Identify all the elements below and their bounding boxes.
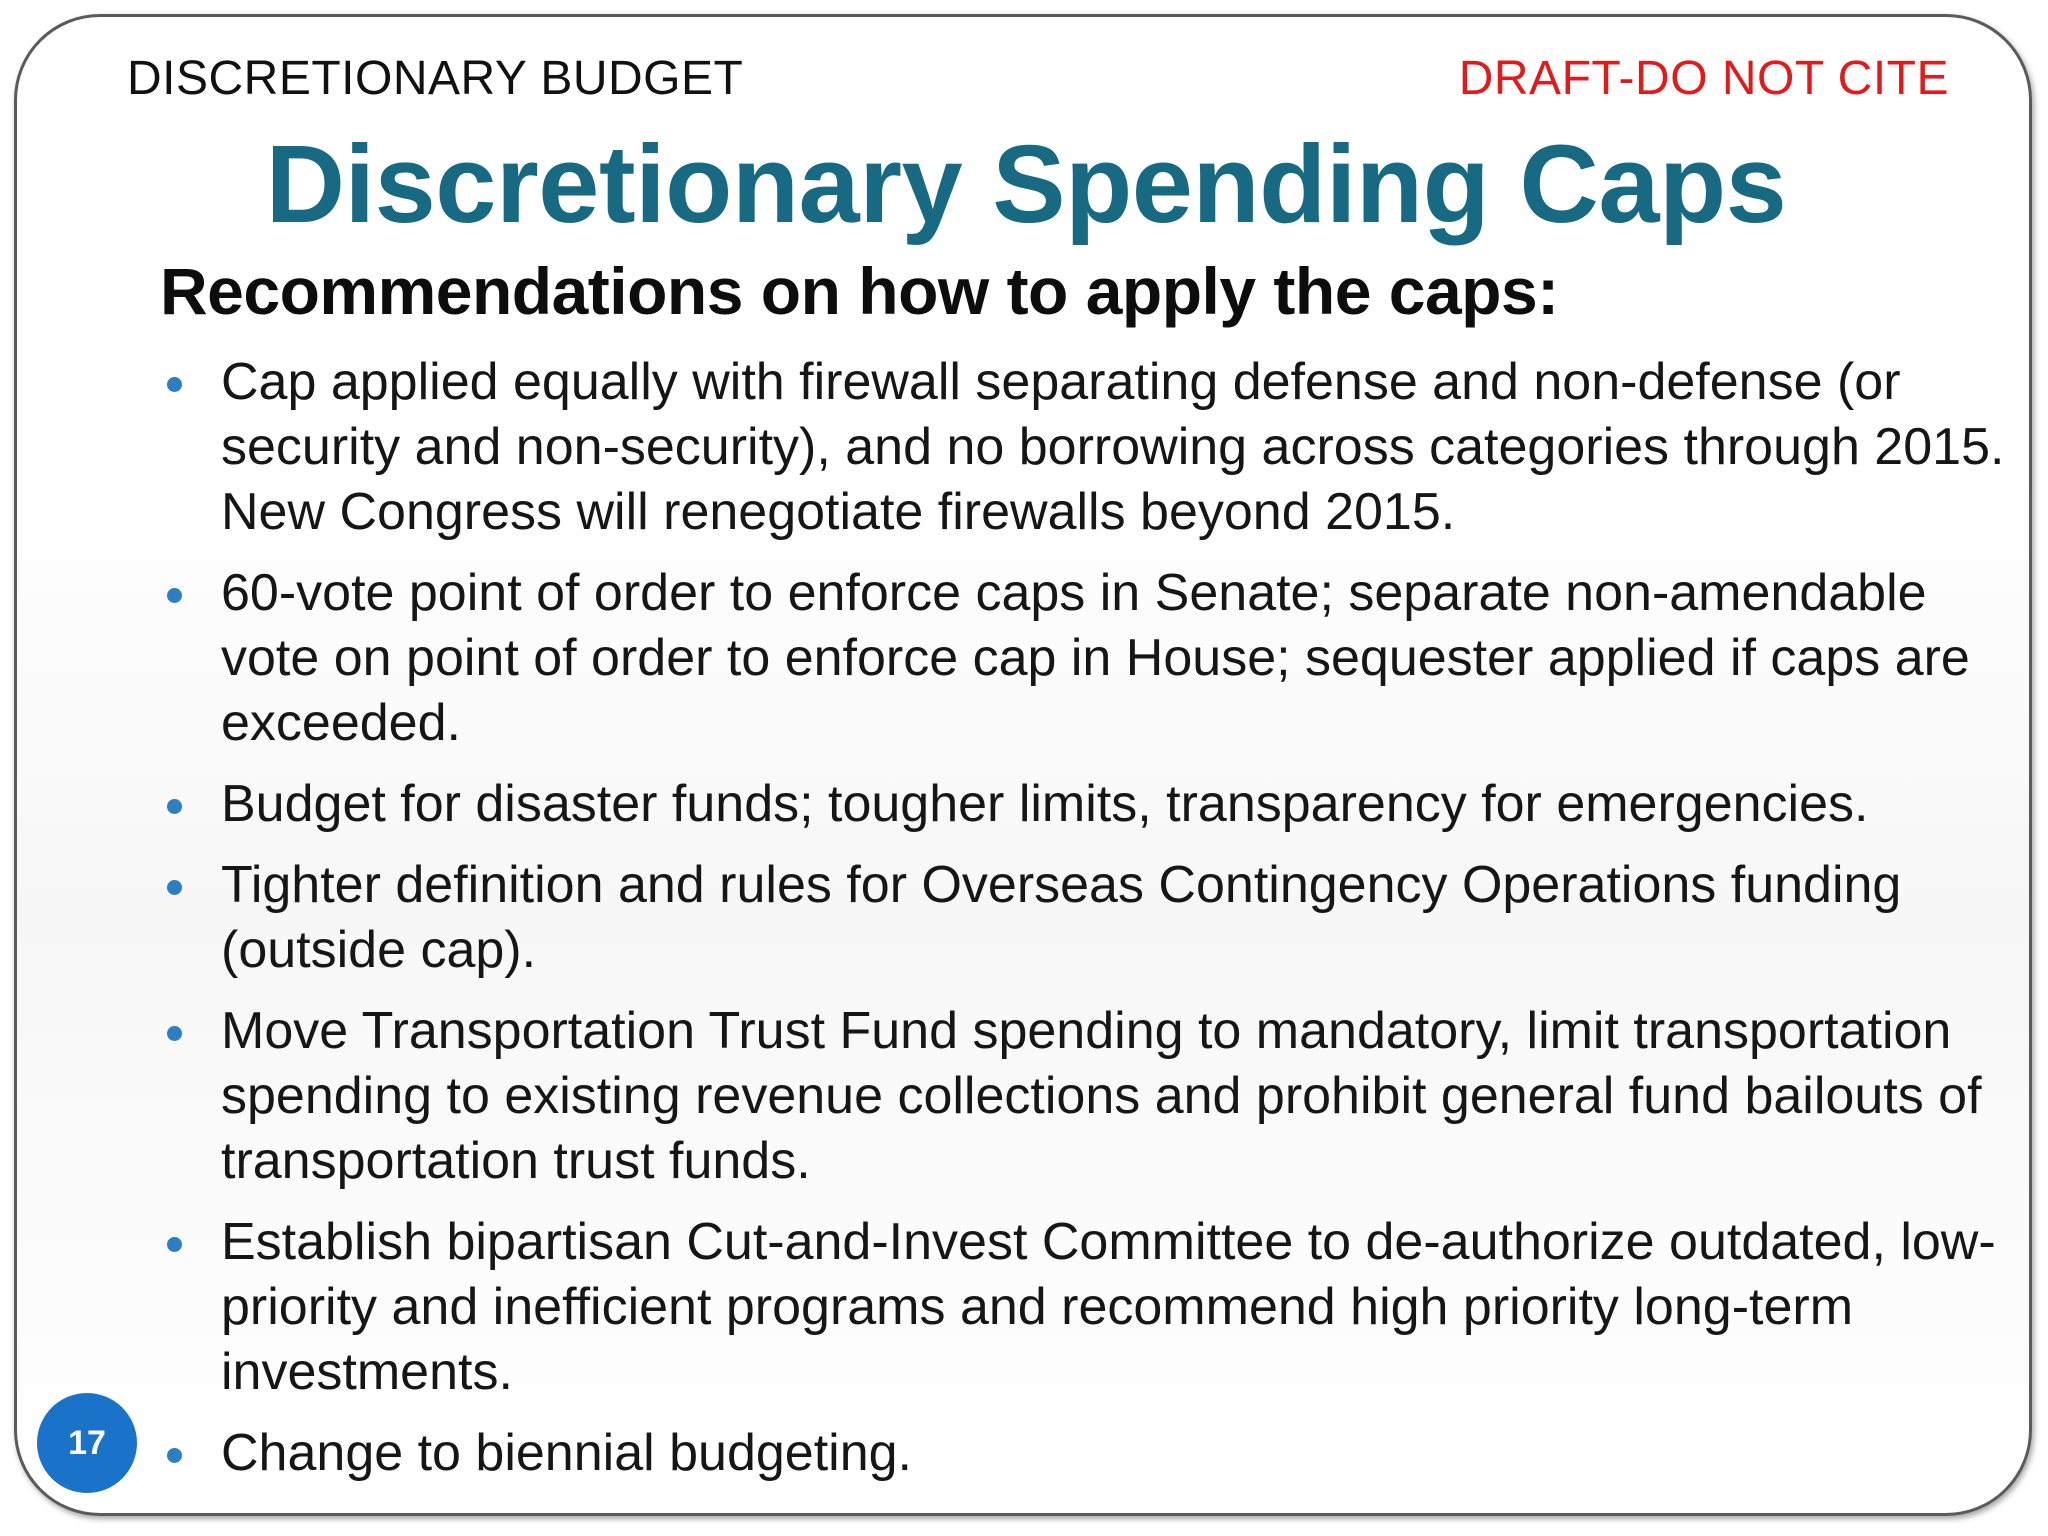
draft-notice: DRAFT-DO NOT CITE bbox=[1458, 52, 1949, 105]
bullet-text: Budget for disaster funds; tougher limits, transparency for emergencies. bbox=[221, 775, 1869, 833]
bullet-dot-icon bbox=[167, 880, 182, 895]
list-item bbox=[160, 853, 2032, 983]
page-number-badge: 17 bbox=[37, 1393, 137, 1493]
bullet-text: Establish bipartisan Cut-and-Invest Committee to de-authorize outdated, low-priority and inefficient programs and recommend high priority long-term investments. bbox=[221, 1213, 1996, 1401]
bullet-text: Change to biennial budgeting. bbox=[221, 1424, 913, 1482]
bullet-dot-icon bbox=[167, 377, 182, 392]
bullet-dot-icon bbox=[167, 1237, 182, 1252]
bullet-list bbox=[160, 350, 2032, 1502]
list-item bbox=[160, 1421, 2032, 1486]
bullet-text: Tighter definition and rules for Overseas Contingency Operations funding (outside cap). bbox=[221, 856, 1902, 979]
list-item bbox=[160, 999, 2032, 1194]
section-label: DISCRETIONARY BUDGET bbox=[127, 52, 744, 105]
bullet-dot-icon bbox=[167, 799, 182, 814]
bullet-text: 60-vote point of order to enforce caps in Senate; separate non-amendable vote on point of order to enforce cap in House; sequester applied if caps are exceeded. bbox=[221, 564, 1970, 752]
list-item bbox=[160, 561, 2032, 756]
slide-subtitle: Recommendations on how to apply the caps: bbox=[160, 254, 1559, 328]
list-item bbox=[160, 1210, 2032, 1405]
bullet-dot-icon bbox=[167, 588, 182, 603]
bullet-text: Move Transportation Trust Fund spending to mandatory, limit transportation spending to existing revenue collections and prohibit general fund bailouts of transportation trust funds. bbox=[221, 1002, 1982, 1190]
list-item bbox=[160, 772, 2032, 837]
list-item bbox=[160, 350, 2032, 545]
slide bbox=[14, 14, 2032, 1516]
bullet-text: Cap applied equally with firewall separating defense and non-defense (or security and non-security), and no borrowing across categories through 2015. New Congress will renegotiate firewalls beyond 2015. bbox=[221, 353, 2005, 541]
bullet-dot-icon bbox=[167, 1448, 182, 1463]
slide-title: Discretionary Spending Caps bbox=[265, 123, 1787, 246]
bullet-dot-icon bbox=[167, 1026, 182, 1041]
